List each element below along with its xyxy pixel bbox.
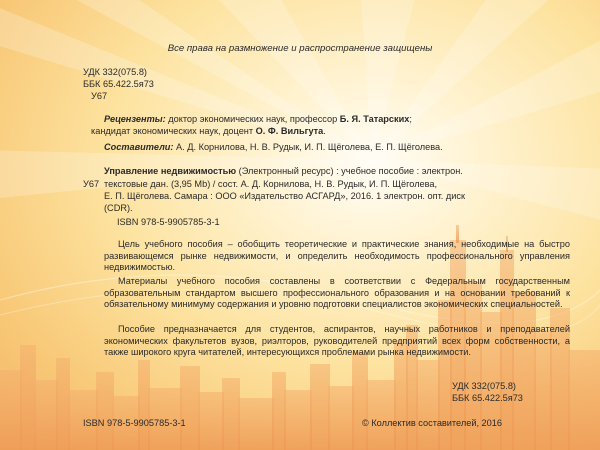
abstract-paragraph-3: Пособие предназначается для студентов, аспирантов, научных работников и преподавателей экономических факультетов вузов, риэлторов, руководителей предприятий всех форм собственности, а также широкого круга читателей, интересующихся проблемами рынка недвижимости. [104, 324, 570, 358]
reviewer-1-title: доктор экономических наук, профессор [168, 114, 338, 124]
bibliography-line-1-rest: (Электронный ресурс) : учебное пособие : электрон. [238, 166, 463, 176]
author-mark: У67 [91, 91, 108, 101]
footer-udk-code: УДК 332(075.8) [452, 381, 516, 391]
reviewer-2-title: кандидат экономических наук, доцент [91, 126, 254, 136]
reviewer-2-name: О. Ф. Вильгута [255, 126, 324, 136]
bibliography-line-4: (CDR). [104, 203, 133, 213]
bibliography-line-1 [104, 166, 463, 178]
footer-copyright: © Коллектив составителей, 2016 [362, 418, 502, 428]
book-title: Управление недвижимостью [104, 166, 237, 176]
compilers-line [104, 142, 443, 154]
footer-bbk-code: ББК 65.422.5я73 [452, 393, 523, 403]
udk-code: УДК 332(075.8) [83, 67, 147, 77]
bibliography-isbn: ISBN 978-5-9905785-3-1 [117, 217, 220, 227]
reviewers-label: Рецензенты: [104, 114, 166, 124]
bbk-code: ББК 65.422.5я73 [83, 79, 154, 89]
reviewers-line-2 [91, 126, 326, 138]
reviewer-1-punct: ; [409, 114, 412, 124]
rights-notice: Все права на размножение и распространение защищены [167, 43, 433, 54]
bibliography-line-2: текстовые дан. (3,95 Mb) / сост. А. Д. Корнилова, Н. В. Рудык, И. П. Щёголева, [104, 179, 438, 189]
abstract-paragraph-2: Материалы учебного пособия составлены в соответствии с Федеральным государственным образовательным стандартом высшего профессионального образования и на основании требований к обязательному минимуму содержания и уровню подготовки специалистов экономических специальностей. [104, 276, 570, 310]
compilers-label: Составители: [104, 142, 174, 152]
reviewer-2-punct: . [323, 126, 326, 136]
compilers-names: А. Д. Корнилова, Н. В. Рудык, И. П. Щёголева, Е. П. Щёголева. [176, 142, 443, 152]
bibliography-line-3: Е. П. Щёголева. Самара : ООО «Издательство АСГАРД», 2016. 1 электрон. опт. диск [104, 191, 465, 201]
reviewers-line-1 [104, 114, 412, 126]
abstract-paragraph-1: Цель учебного пособия – обобщить теоретические и практические знания, необходимые на быстро развивающемся рынке недвижимости, и определить необходимость профессионального управления недвижимостью. [104, 239, 570, 273]
footer-isbn: ISBN 978-5-9905785-3-1 [83, 418, 186, 428]
reviewer-1-name: Б. Я. Татарских [339, 114, 410, 124]
bibliography-code: У67 [83, 179, 100, 189]
